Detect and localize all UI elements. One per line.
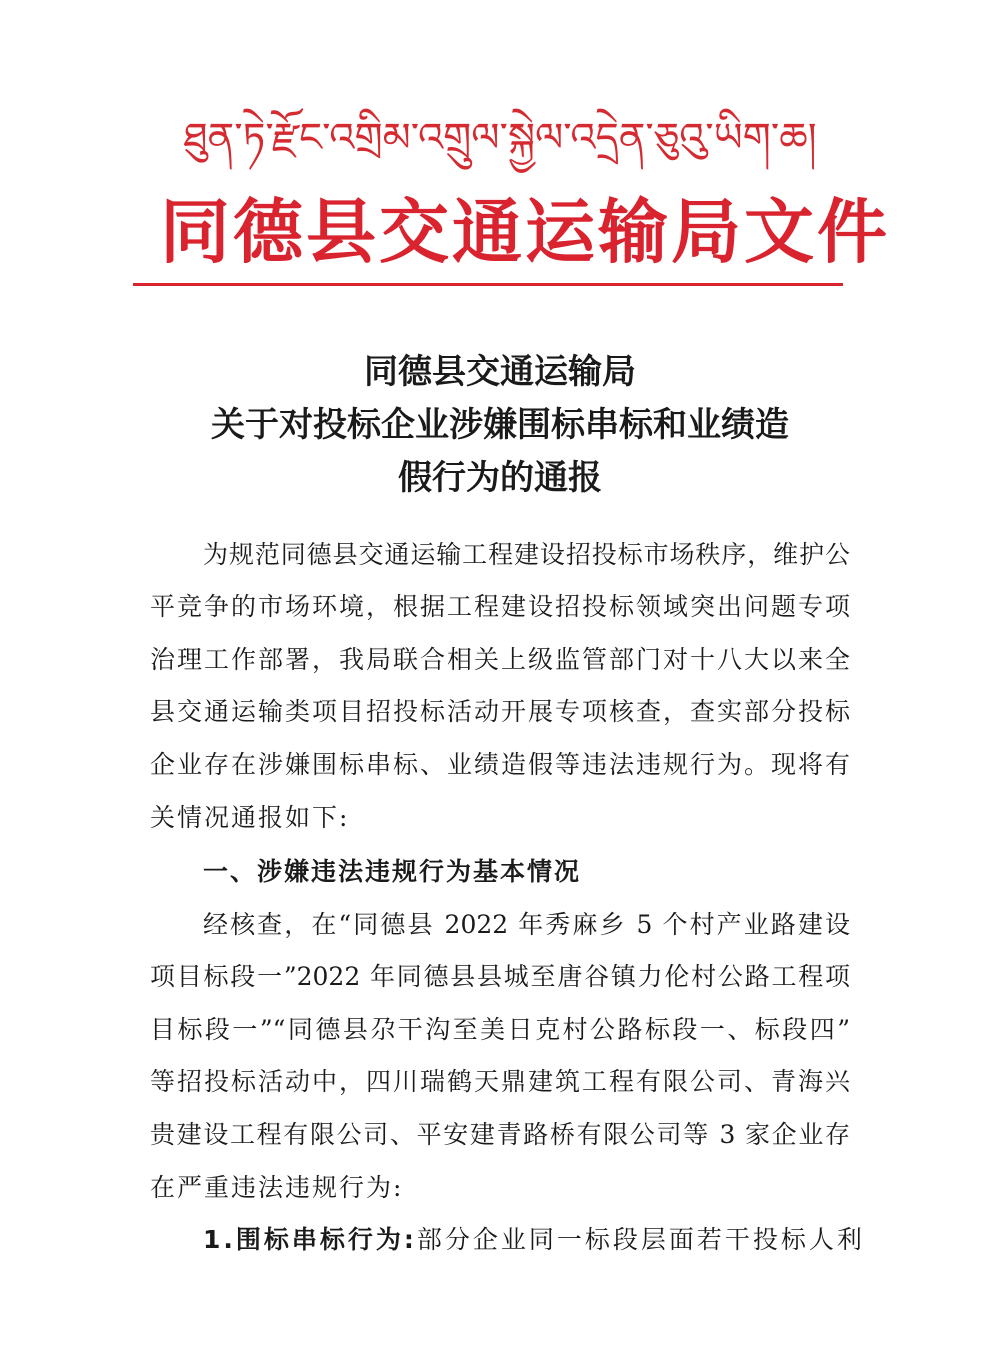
section-heading: 一、涉嫌违法违规行为基本情况: [203, 857, 582, 886]
body-line: 等招投标活动中，四川瑞鹤天鼎建筑工程有限公司、青海兴: [150, 1067, 850, 1096]
body-line: 关情况通报如下:: [150, 803, 350, 832]
body-text: 部分企业同一标段层面若干投标人利: [416, 1225, 865, 1254]
tibetan-header: ཐུན་ཏེ་རྫོང་འགྲིམ་འགྲུལ་སྐྱེལ་འདྲེན་ཅུའུ་ཡིག་ཆ།: [183, 115, 817, 161]
body-line: 目标段一”“同德县尕干沟至美日克村公路标段一、标段四”: [150, 1015, 850, 1044]
subsection-label: 1.围标串标行为:: [203, 1225, 417, 1254]
document-title-line-1: 同德县交通运输局: [364, 352, 636, 392]
body-line: 项目标段一”2022 年同德县县城至唐谷镇力伦村公路工程项: [150, 962, 850, 991]
document-title-line-3: 假行为的通报: [398, 458, 602, 498]
body-line: 治理工作部署，我局联合相关上级监管部门对十八大以来全: [150, 645, 850, 674]
body-line: 县交通运输类项目招投标活动开展专项核查，查实部分投标: [150, 697, 850, 726]
red-divider-line: [133, 283, 843, 286]
document-title-line-2: 关于对投标企业涉嫌围标串标和业绩造: [211, 405, 789, 445]
body-line: 在严重违法违规行为:: [150, 1173, 404, 1202]
body-line: [203, 1223, 865, 1257]
body-line: 贵建设工程有限公司、平安建青路桥有限公司等 3 家企业存: [150, 1120, 850, 1149]
body-line: 经核查，在“同德县 2022 年秀麻乡 5 个村产业路建设: [203, 910, 850, 939]
body-line: 企业存在涉嫌围标串标、业绩造假等违法违规行为。现将有: [150, 750, 850, 779]
issuing-organization-title: 同德县交通运输局文件: [160, 191, 890, 273]
body-line: 为规范同德县交通运输工程建设招投标市场秩序，维护公: [203, 540, 850, 569]
body-line: 平竞争的市场环境，根据工程建设招投标领域突出问题专项: [150, 592, 850, 621]
